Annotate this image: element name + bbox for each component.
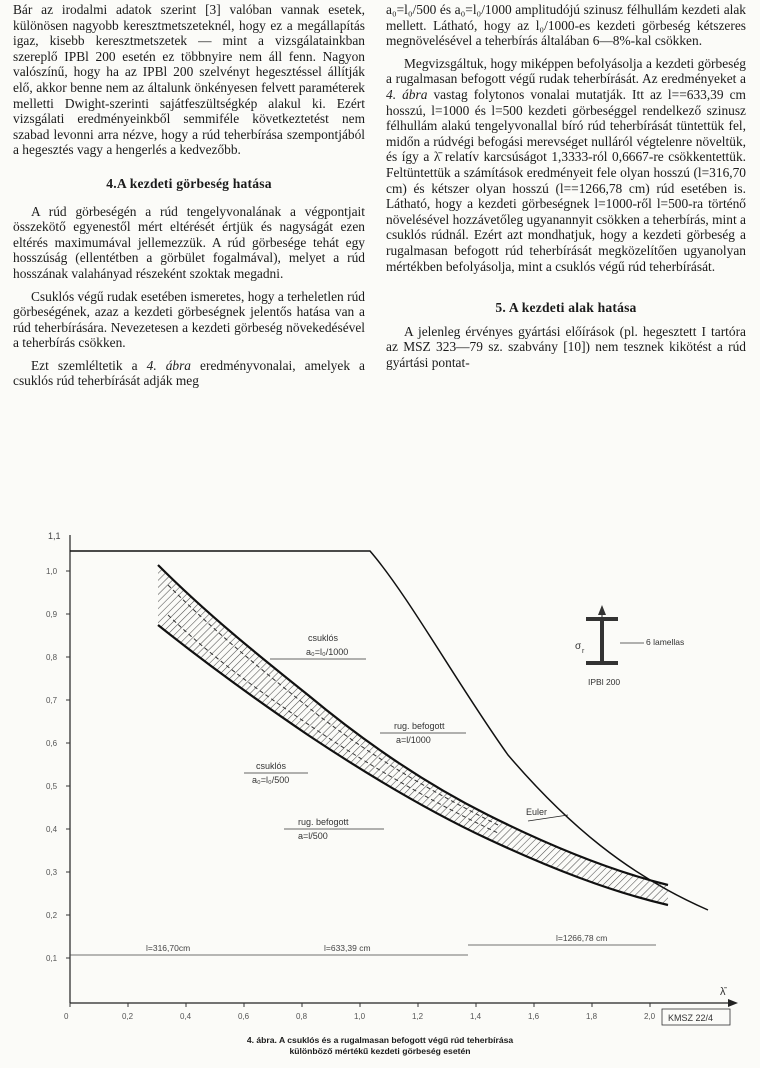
x-tick-label: 1,8 [586,1012,598,1021]
x-tick-label: 1,6 [528,1012,540,1021]
x-axis-symbol: λ̄ [720,986,726,998]
paragraph: a₀=l₀/500 és a₀=l₀/1000 amplitudójú szinusz félhullám kezdeti alak mellett. Látható, hogy az l₀/1000-es kezdeti görbeség kétszeres megnövelésével a teherbírás általában 6—8%-kal csökken. [386,2,746,49]
svg-text:l=633,39 cm: l=633,39 cm [324,943,371,953]
svg-text:csuklós: csuklós [256,761,287,771]
x-tick-label: 0 [64,1012,69,1021]
x-tick-label: 0,4 [180,1012,192,1021]
length-bracket-633 [242,943,468,955]
x-tick-label: 1,2 [412,1012,424,1021]
y-tick-label: 0,5 [46,782,58,791]
x-tick-label: 1,0 [354,1012,366,1021]
paragraph: Csuklós végű rudak esetében ismeretes, hogy a terheletlen rúd görbeségének, azaz a kezdeti görbeségnek jelentős hatása van a rúd teherbírására. Nevezetesen a kezdeti görbeség növekedésével a teherbírás csökken. [13,288,365,351]
svg-text:rug. befogott: rug. befogott [394,721,445,731]
x-tick-label: 1,4 [470,1012,482,1021]
y-tick-label: 0,6 [46,739,58,748]
text-run: vastag folytonos vonalai mutatják. Itt az l==633,39 cm hosszú, l=1000 és l=500 kezdeti görbeséggel rendelkező szinusz félhullám alakú tengelyvonallal bíró rúd teherbírását tüntettük fel, midőn a rúdvégi befogási merevséget nulláról végtelenre növeltük, és így a λ̄ relatív karcsúságot 1,3333-ról 0,6667-re csökkentettük. Feltüntettük a számítások eredményeit fele olyan hosszú (l=316,70 cm) és kétszer olyan hosszú (l==1266,78 cm) rúd esetében is. Látható, hogy a kezdeti görbeségnek l=1000-ről l=500-ra történő növelésével hozzávetőleg ugyanannyit csökken a teherbírás, mint a csuklós rúdnál. Ezért azt mondhatjuk, hogy a kezdeti görbeség a rugalmasan befogott rúd teherbírását megközelítően ugyanolyan mértékben befolyásolja, mint a csuklós végű rúd teherbírását. [386,86,746,274]
svg-text:a=l/1000: a=l/1000 [396,735,431,745]
inset-label: 6 lamellas [646,637,685,647]
sigma-symbol: σ [575,641,582,652]
label-csuklos-1000 [270,633,366,659]
x-tick-label: 0,8 [296,1012,308,1021]
svg-text:a=l/500: a=l/500 [298,831,328,841]
svg-text:a₀=l₀/500: a₀=l₀/500 [252,775,290,785]
x-axis-arrow [728,999,738,1007]
label-rug-befog-1000 [380,721,466,745]
section-heading-5: 5. A kezdeti alak hatása [495,300,637,316]
y-tick-label: 0,1 [46,954,58,963]
section-heading-4: 4.A kezdeti görbeség hatása [106,175,272,191]
label-rug-befog-500 [284,817,384,841]
stamp-text: KMSZ 22/4 [668,1013,714,1023]
text-run: Ezt szemléltetik a [31,357,147,373]
svg-text:a₀=l₀/1000: a₀=l₀/1000 [306,647,349,657]
figure-4-plot [8,525,752,1035]
label-csuklos-500 [244,761,308,785]
paragraph: Bár az irodalmi adatok szerint [3] valóban vannak esetek, különösen nagyobb keresztmetszeteknél, hogy ez a megállapítás igaz, kisebb keresztmetszetek — mint a vizsgálatainkban szereplő IPBl 200 esetén ez többnyire nem áll fenn. Nagyon valószínű, hogy ha az IPBl 200 szelvényt hegesztéssel állítják elő, akkor benne nem az általunk önkényesen felvett paraméterek melletti Dwight-szerinti sajátfeszültségkép alakul ki. Ezért vizsgálati eredményeinkből semmiféle következtetést nem szabad levonni arra nézve, hogy a rúd teherbírása szempontjából a hegesztés vagy a hengerlés a kedvezőbb. [13,2,365,158]
text-run: Megvizsgáltuk, hogy miképpen befolyásolja a kezdeti görbeség a rugalmasan befogott végű rudak teherbírását. Az eredményeket a [386,55,746,87]
svg-text:csuklós: csuklós [308,633,339,643]
caption-line-1: 4. ábra. A csuklós és a rugalmasan befogott végű rúd teherbírása [246,1035,514,1045]
x-tick-label: 0,6 [238,1012,250,1021]
y-tick-label: 0,3 [46,868,58,877]
right-column [386,2,746,377]
figure-reference: 4. ábra [146,357,192,373]
svg-text:rug. befogott: rug. befogott [298,817,349,827]
text-run: eredményvonalai, amelyek a csuklós rúd teherbírását adják meg [13,357,365,389]
length-bracket-316 [70,943,242,955]
x-tick-label: 0,2 [122,1012,134,1021]
y-tick-label: 0,8 [46,653,58,662]
y-tick-label: 0,4 [46,825,58,834]
y-tick-label: 1,0 [46,567,58,576]
y-axis-top-label: 1,1 [48,531,61,541]
figure-reference: 4. ábra [386,86,428,102]
y-tick-label: 0,7 [46,696,58,705]
y-tick-label: 0,9 [46,610,58,619]
paragraph: A jelenleg érvényes gyártási előírások (pl. hegesztett I tartóra az MSZ 323—79 sz. szabvány [10]) nem tesznek kikötést a rúd gyártási pontat- [386,323,746,370]
paragraph: A rúd görbeségén a rúd tengelyvonalának a végpontjait összekötő egyenestől mért eltérését értjük és nagyságát ezen eltérés maximumával jellemezzük. A rúd görbesége tehát egy hosszúság (ellentétben a görbület fogalmával), melyet a rúd hosszának valahányad részeként szoktak megadni. [13,203,365,281]
x-ticks [64,1003,656,1021]
y-ticks [46,567,70,963]
length-bracket-1266 [468,933,656,945]
paragraph [13,358,365,389]
section-label: IPBl 200 [588,677,621,687]
inset-section-sketch [575,605,684,687]
sigma-subscript: r [582,648,585,655]
caption-line-2: különböző mértékű kezdeti görbeség esetén [289,1046,471,1056]
figure-caption [0,1035,760,1057]
paragraph [386,56,746,274]
euler-label: Euler [526,807,548,817]
x-tick-label: 2,0 [644,1012,656,1021]
left-column [13,2,365,396]
svg-text:l=316,70cm: l=316,70cm [146,943,191,953]
y-tick-label: 0,2 [46,911,58,920]
svg-text:l=1266,78 cm: l=1266,78 cm [556,933,608,943]
